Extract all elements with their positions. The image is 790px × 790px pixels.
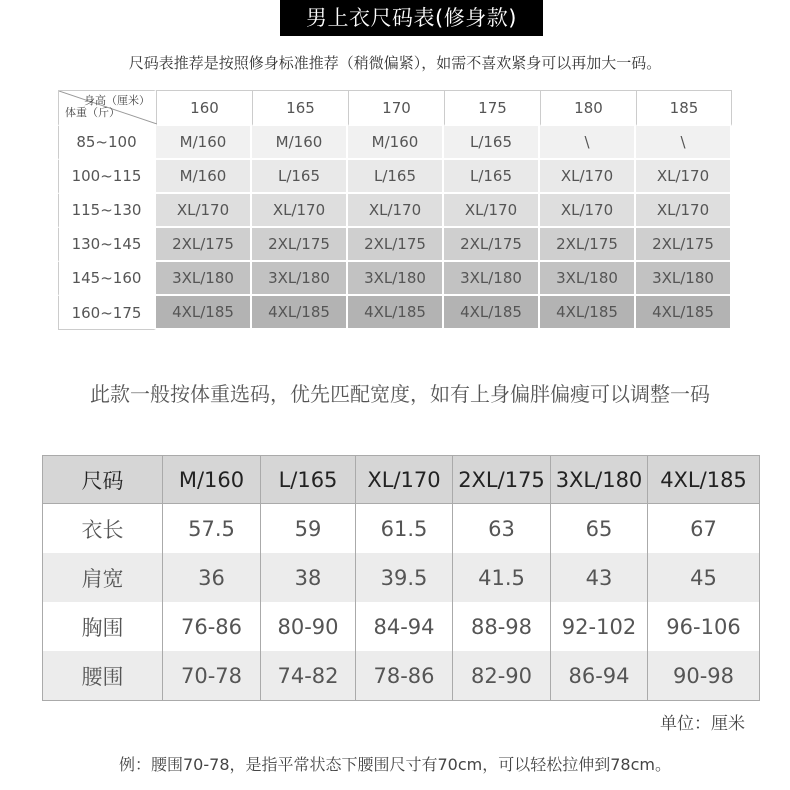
height-header: 180	[540, 90, 636, 126]
size-cell: L/165	[348, 160, 444, 194]
measure-value: 96-106	[648, 602, 760, 651]
recommendation-note: 尺码表推荐是按照修身标准推荐（稍微偏紧），如需不喜欢紧身可以再加大一码。	[128, 54, 662, 72]
measure-value: 45	[648, 553, 760, 602]
measure-value: 84-94	[356, 602, 453, 651]
size-cell: 2XL/175	[636, 228, 732, 262]
size-cell: 3XL/180	[540, 262, 636, 296]
table-row	[58, 228, 732, 262]
size-cell: XL/170	[540, 160, 636, 194]
measure-value: 59	[261, 504, 356, 554]
measure-value: 78-86	[356, 651, 453, 701]
table-header-row	[58, 90, 732, 126]
size-cell: XL/170	[252, 194, 348, 228]
measure-value: 74-82	[261, 651, 356, 701]
size-cell: M/160	[348, 126, 444, 160]
size-header: XL/170	[356, 456, 453, 504]
weight-range: 160~175	[58, 296, 156, 330]
measure-value: 67	[648, 504, 760, 554]
size-header: 4XL/185	[648, 456, 760, 504]
table-row	[43, 651, 760, 701]
measure-value: 61.5	[356, 504, 453, 554]
measure-value: 82-90	[453, 651, 551, 701]
size-cell: M/160	[156, 160, 252, 194]
unit-label: 单位：厘米	[660, 714, 745, 734]
size-cell: 3XL/180	[348, 262, 444, 296]
size-cell: M/160	[156, 126, 252, 160]
size-cell: 2XL/175	[348, 228, 444, 262]
size-cell: XL/170	[156, 194, 252, 228]
height-header: 175	[444, 90, 540, 126]
size-cell: 4XL/185	[156, 296, 252, 330]
weight-range: 130~145	[58, 228, 156, 262]
size-cell: XL/170	[444, 194, 540, 228]
size-cell: M/160	[252, 126, 348, 160]
height-header: 170	[348, 90, 444, 126]
size-header: 3XL/180	[551, 456, 648, 504]
measure-value: 92-102	[551, 602, 648, 651]
measure-value: 39.5	[356, 553, 453, 602]
measure-value: 70-78	[163, 651, 261, 701]
measure-value: 76-86	[163, 602, 261, 651]
table-row	[43, 553, 760, 602]
table-row	[58, 296, 732, 330]
size-cell: 4XL/185	[348, 296, 444, 330]
size-cell: 4XL/185	[444, 296, 540, 330]
size-cell: L/165	[444, 126, 540, 160]
size-cell: 4XL/185	[636, 296, 732, 330]
height-axis-label: 身高（厘米）	[84, 94, 150, 107]
size-header: M/160	[163, 456, 261, 504]
size-cell: 2XL/175	[444, 228, 540, 262]
measure-label: 腰围	[43, 651, 163, 701]
size-cell: 3XL/180	[444, 262, 540, 296]
size-cell: XL/170	[348, 194, 444, 228]
size-cell: 2XL/175	[156, 228, 252, 262]
page-title: 男上衣尺码表(修身款)	[280, 0, 543, 36]
height-header: 165	[252, 90, 348, 126]
size-cell: 3XL/180	[156, 262, 252, 296]
table-row	[58, 126, 732, 160]
size-cell: 3XL/180	[636, 262, 732, 296]
measure-value: 41.5	[453, 553, 551, 602]
measure-value: 88-98	[453, 602, 551, 651]
table-row	[58, 194, 732, 228]
size-cell: 3XL/180	[252, 262, 348, 296]
size-cell: 4XL/185	[540, 296, 636, 330]
weight-axis-label: 体重（斤）	[65, 106, 120, 119]
sizing-advice: 此款一般按体重选码，优先匹配宽度，如有上身偏胖偏瘦可以调整一码	[90, 382, 710, 406]
size-cell: \	[540, 126, 636, 160]
table-row	[58, 160, 732, 194]
measure-label: 衣长	[81, 517, 124, 542]
size-cell: XL/170	[636, 160, 732, 194]
measure-value: 80-90	[261, 602, 356, 651]
size-cell: 4XL/185	[252, 296, 348, 330]
measure-label: 胸围	[81, 615, 124, 640]
measure-value: 86-94	[551, 651, 648, 701]
height-header: 160	[156, 90, 252, 126]
size-cell: L/165	[444, 160, 540, 194]
size-cell: XL/170	[636, 194, 732, 228]
size-header: 2XL/175	[453, 456, 551, 504]
weight-range: 145~160	[58, 262, 156, 296]
size-cell: 2XL/175	[252, 228, 348, 262]
table-row	[43, 602, 760, 651]
size-cell: 2XL/175	[540, 228, 636, 262]
table-row	[58, 262, 732, 296]
measure-value: 90-98	[648, 651, 760, 701]
size-header: 尺码	[43, 456, 163, 504]
size-header: L/165	[261, 456, 356, 504]
size-cell: XL/170	[540, 194, 636, 228]
weight-range: 85~100	[58, 126, 156, 160]
height-weight-size-table	[58, 90, 732, 330]
measure-label: 肩宽	[43, 553, 163, 602]
size-cell: \	[636, 126, 732, 160]
table-row	[43, 504, 760, 554]
measure-value: 43	[551, 553, 648, 602]
example-note: 例：腰围70-78，是指平常状态下腰围尺寸有70cm，可以轻松拉伸到78cm。	[119, 755, 671, 774]
table-header-row	[43, 456, 760, 504]
measure-value: 57.5	[163, 504, 261, 554]
measure-value: 36	[163, 553, 261, 602]
measure-value: 38	[261, 553, 356, 602]
measure-value: 63	[453, 504, 551, 554]
measure-value: 65	[551, 504, 648, 554]
size-cell: L/165	[252, 160, 348, 194]
height-header: 185	[636, 90, 732, 126]
weight-range: 100~115	[58, 160, 156, 194]
weight-range: 115~130	[58, 194, 156, 228]
table-corner-cell	[58, 90, 156, 126]
garment-measurement-table	[42, 455, 760, 701]
